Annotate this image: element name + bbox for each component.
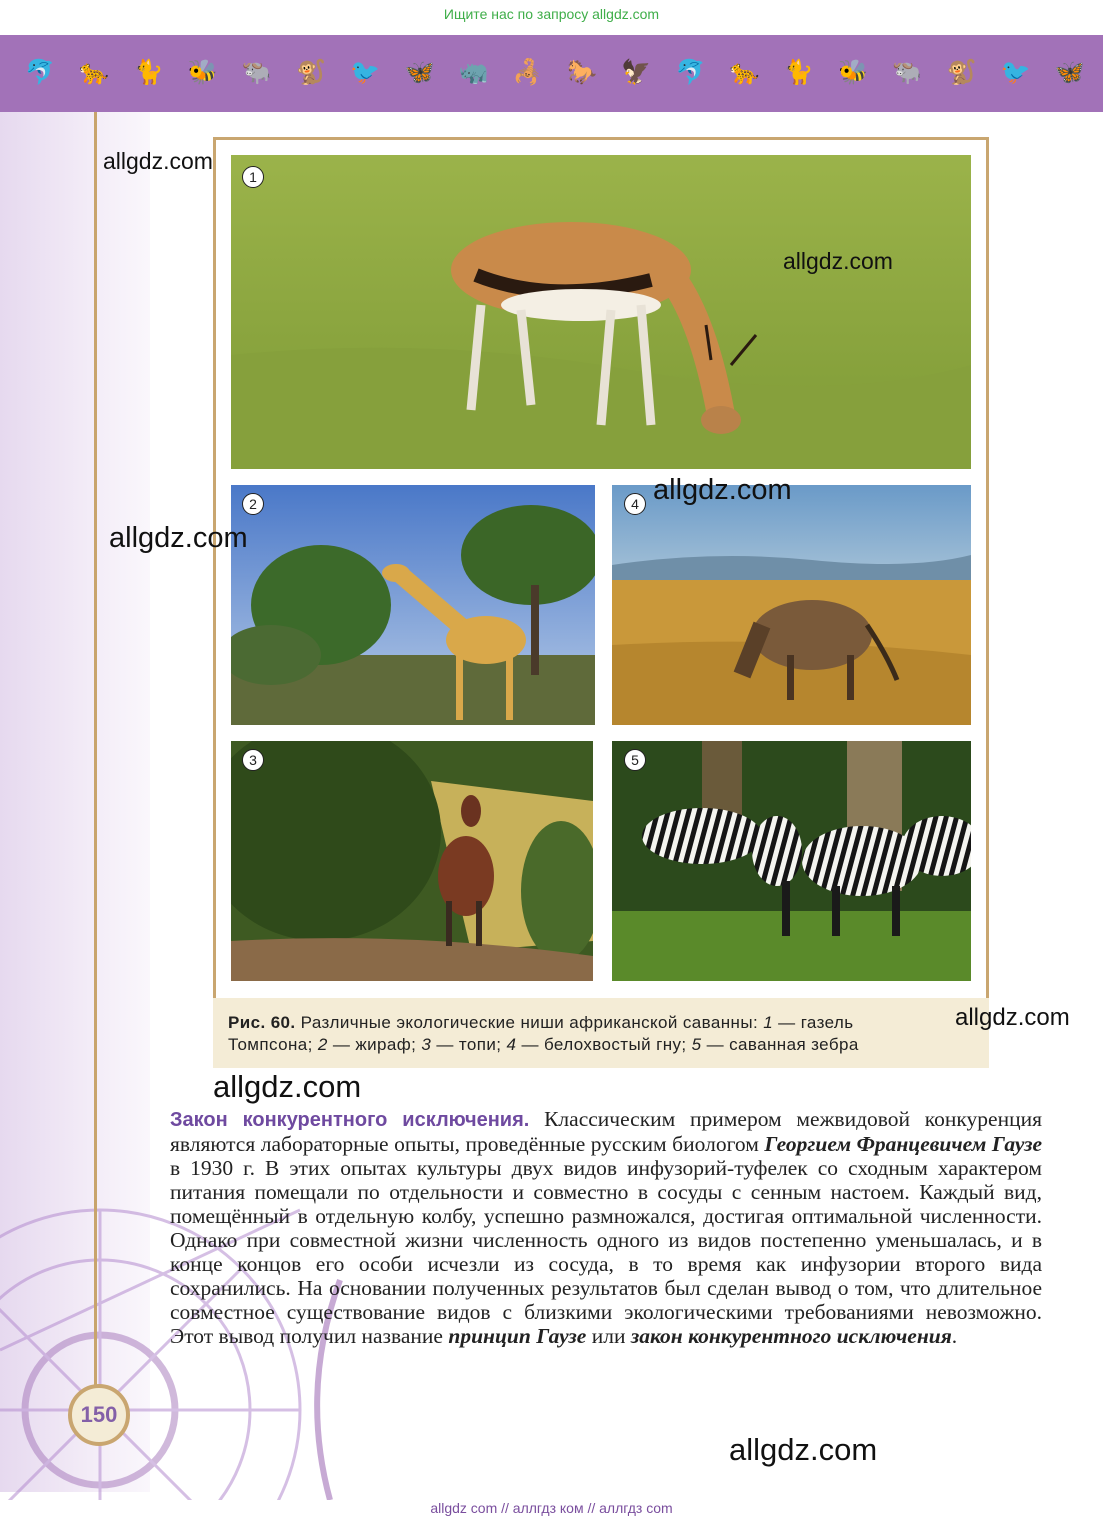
page-number: 150 xyxy=(68,1384,130,1446)
caption-part: Томпсона; xyxy=(228,1035,318,1054)
caption-num: 1 xyxy=(763,1013,774,1032)
animal-horse-icon: 🐎 xyxy=(567,58,597,86)
paragraph-competitive-exclusion xyxy=(170,1107,1042,1348)
photo-giraffe xyxy=(231,485,595,725)
watermark: allgdz.com xyxy=(213,1069,362,1104)
term-gause-principle: принцип Гаузе xyxy=(448,1324,587,1348)
photo-zebra xyxy=(612,741,971,981)
watermark: allgdz.com xyxy=(109,522,248,554)
animal-monkey-icon: 🐒 xyxy=(946,58,977,86)
watermark: allgdz.com xyxy=(729,1432,878,1467)
caption-part: — белохвостый гну; xyxy=(516,1035,692,1054)
animal-icons-row xyxy=(20,47,1090,97)
animal-bee-icon: 🐝 xyxy=(187,58,218,86)
animal-dolphin-icon: 🐬 xyxy=(25,58,55,86)
animal-buffalo-icon: 🐃 xyxy=(892,58,923,86)
caption-part: Различные экологические ниши африканской саванны: xyxy=(295,1013,764,1032)
caption-part: — топи; xyxy=(431,1035,507,1054)
body-text-part: или xyxy=(586,1324,631,1348)
watermark: allgdz.com xyxy=(783,248,893,274)
animal-cat-icon: 🐈 xyxy=(783,58,814,86)
photo-wildebeest xyxy=(612,485,971,725)
animal-leopard-icon: 🐆 xyxy=(79,58,110,86)
photo-number-5: 5 xyxy=(624,749,646,771)
animal-bee-icon: 🐝 xyxy=(838,58,868,86)
photo-number-4: 4 xyxy=(624,493,646,515)
margin-rule-line xyxy=(94,112,97,1392)
body-text-part: . xyxy=(951,1324,958,1348)
caption-num: 5 xyxy=(691,1035,702,1054)
watermark: allgdz.com xyxy=(103,148,213,174)
caption-part: — жираф; xyxy=(327,1035,422,1054)
footer-links: allgdz com // аллгдз ком // аллгдз com xyxy=(430,1500,673,1516)
body-text-part: в 1930 г. В этих опытах культуры двух видов инфузорий-туфелек со сходным характером питания помещали по отдельности и совместно в сосуды с сенным настоем. Каждый вид, помещённый в отдельную колбу, успешно размножался, достигая оптимальной численности. Однако при совместной жизни численность одного из видов постепенно уменьшалась, и в конце концов его особи исчезли из сосуда, в то время как инфузории второго вида сохранились. На основании полученных результатов был сделан вывод о том, что длительное совместное существование видов с близкими экологическими требованиями невозможно. Этот вывод получил название xyxy=(170,1156,1042,1348)
animal-eagle-icon: 🦅 xyxy=(621,58,652,86)
photo-number-3: 3 xyxy=(242,749,264,771)
section-heading: Закон конкурентного исключения. xyxy=(170,1109,530,1131)
caption-part: — саванная зебра xyxy=(701,1035,859,1054)
photo-gazelle xyxy=(231,155,971,469)
animal-bird-icon: 🐦 xyxy=(350,58,381,86)
watermark: allgdz.com xyxy=(653,474,792,506)
caption-part: — газель xyxy=(773,1013,854,1032)
animal-cat-icon: 🐈 xyxy=(133,58,164,86)
animal-bird-icon: 🐦 xyxy=(1000,58,1031,86)
scientist-name: Георгием Францевичем Гаузе xyxy=(764,1132,1043,1156)
photo-topi xyxy=(231,741,593,981)
animal-rhino-icon: 🦏 xyxy=(458,58,489,86)
caption-num: 2 xyxy=(317,1035,328,1054)
animal-scorpion-icon: 🦂 xyxy=(512,58,543,86)
header-banner xyxy=(0,35,1103,112)
animal-butterfly-icon: 🦋 xyxy=(1054,58,1085,86)
figure-caption xyxy=(213,998,989,1068)
figure-label: Рис. 60. xyxy=(228,1013,296,1032)
animal-leopard-icon: 🐆 xyxy=(729,58,760,86)
photo-number-2: 2 xyxy=(242,493,264,515)
term-competitive-exclusion: закон конкурентного исключения xyxy=(630,1324,952,1348)
figure-caption-text xyxy=(228,1012,948,1056)
caption-num: 3 xyxy=(421,1035,432,1054)
animal-monkey-icon: 🐒 xyxy=(296,58,326,86)
top-search-note: Ищите нас по запросу allgdz.com xyxy=(443,6,660,22)
photo-number-1: 1 xyxy=(242,166,264,188)
animal-buffalo-icon: 🐃 xyxy=(241,58,272,86)
body-text-part: Классическим примером межвидовой конкуренция являются лабораторные опыты, проведённые русским биологом xyxy=(170,1107,1042,1156)
animal-dolphin-icon: 🐬 xyxy=(675,58,706,86)
caption-num: 4 xyxy=(506,1035,517,1054)
animal-butterfly-icon: 🦋 xyxy=(404,58,435,86)
watermark: allgdz.com xyxy=(955,1004,1070,1031)
